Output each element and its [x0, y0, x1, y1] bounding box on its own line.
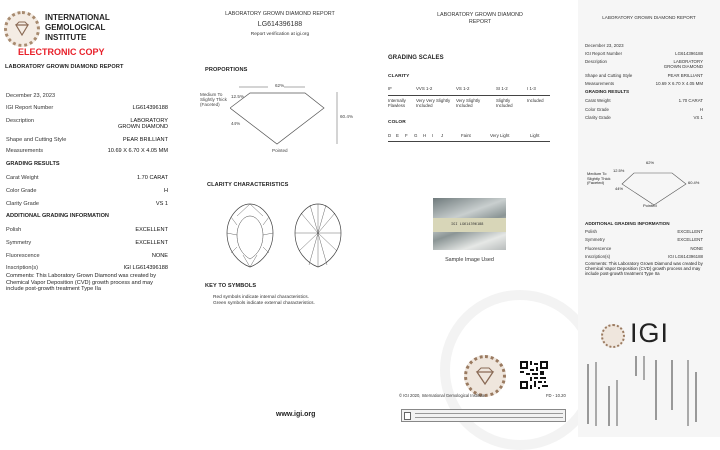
- field-row: [6, 188, 168, 194]
- field-label: Clarity Grade: [6, 201, 39, 207]
- electronic-copy-label: ELECTRONIC COPY: [18, 47, 105, 57]
- image-inscription: IGI LG614396188: [451, 222, 484, 226]
- clarity-grade: VS 1-2: [456, 86, 470, 91]
- key-heading: KEY TO SYMBOLS: [205, 283, 257, 289]
- stub-row: [585, 115, 703, 120]
- grading-scales-heading: GRADING SCALES: [388, 55, 444, 61]
- field-row: [6, 137, 168, 143]
- stub-value: NONE: [690, 246, 703, 251]
- color-grade: Very Light: [490, 133, 510, 138]
- grading-results-heading: GRADING RESULTS: [6, 161, 60, 167]
- color-grade: Light: [530, 133, 540, 138]
- pavilion-percent: 44%: [231, 121, 241, 126]
- document-icon: [404, 412, 411, 420]
- key-line: Green symbols indicate external characteristics.: [213, 301, 315, 306]
- stub-row: [585, 81, 703, 86]
- color-grade: E: [396, 133, 399, 138]
- clarity-grade: SI 1-2: [496, 86, 508, 91]
- field-row: [6, 118, 168, 130]
- sample-inscription-image: [433, 198, 506, 250]
- color-grade: G: [414, 133, 418, 138]
- field-row: [6, 148, 168, 154]
- field-label: Description: [6, 118, 34, 124]
- clarity-plot-diagram: [225, 203, 355, 269]
- field-row: [6, 253, 168, 259]
- field-label: Symmetry: [6, 240, 32, 246]
- stub-crown-percent: 12.5%: [613, 168, 625, 173]
- crown-percent: 12.5%: [231, 94, 245, 99]
- field-row: [6, 105, 168, 111]
- org-name-line: GEMOLOGICAL: [45, 23, 106, 32]
- stub-title: LABORATORY GROWN DIAMOND REPORT: [602, 15, 696, 20]
- stub-label: Polish: [585, 229, 597, 234]
- field-value: IGI LG614396188: [123, 265, 168, 271]
- field-row: [6, 201, 168, 207]
- field-label: Shape and Cutting Style: [6, 137, 67, 143]
- pear-crown-view: [227, 204, 273, 267]
- stub-label: Measurements: [585, 81, 615, 86]
- igi-seal: [464, 355, 506, 397]
- culet-label: Pointed: [272, 148, 288, 153]
- clarity-heading: CLARITY CHARACTERISTICS: [207, 182, 289, 188]
- qr-code[interactable]: [520, 361, 548, 389]
- stub-row: [585, 246, 703, 251]
- stub-comments: Comments: This Laboratory Grown Diamond was created by Chemical Vapor Deposition (CVD) growth process and may include post-growth treatment Type IIa: [585, 261, 703, 277]
- clarity-desc: Very Very Slightly Included: [416, 98, 451, 108]
- divider: [388, 141, 550, 142]
- igi-logo-text: IGI: [630, 318, 670, 348]
- clarity-desc: Internally Flawless: [388, 98, 406, 108]
- key-line: Red symbols indicate internal characteristics.: [213, 295, 309, 300]
- comments: Comments: This Laboratory Grown Diamond was created by Chemical Vapor Deposition (CVD) growth process and may include post-growth treatment Type IIa: [6, 273, 157, 293]
- org-name-line: INSTITUTE: [45, 33, 87, 42]
- stub-table-percent: 62%: [646, 160, 655, 165]
- clarity-grade: IF: [388, 86, 392, 91]
- color-grade: H: [423, 133, 427, 138]
- color-grade: Faint: [461, 133, 471, 138]
- rotated-fine-print: [583, 356, 718, 432]
- stub-label: Carat Weight: [585, 98, 611, 103]
- table-percent: 62%: [275, 83, 285, 88]
- igi-seal-logo: [4, 11, 40, 47]
- date-value: December 23, 2023: [6, 93, 56, 99]
- field-label: Color Grade: [6, 188, 37, 194]
- org-name-line: INTERNATIONAL: [45, 13, 110, 22]
- stub-value: 10.69 X 6.70 X 4.05 MM: [655, 81, 703, 86]
- stub-value: H: [699, 107, 703, 112]
- proportions-heading: PROPORTIONS: [205, 67, 248, 73]
- field-label: Carat Weight: [6, 175, 39, 181]
- stub-girdle: Medium To Slightly Thick (Faceted): [587, 171, 611, 186]
- field-value: H: [163, 188, 168, 194]
- stub-value: LG614396188: [675, 51, 703, 56]
- clarity-grade: I 1-3: [527, 86, 536, 91]
- field-row: [6, 265, 168, 271]
- stub-row: [585, 73, 703, 78]
- copyright: © IGI 2020, International Gemological Institute: [399, 393, 485, 398]
- color-grade: D: [388, 133, 392, 138]
- depth-percent: 60.4%: [340, 114, 354, 119]
- stub-label: Fluorescence: [585, 246, 612, 251]
- verification-text: Report verification at igi.org: [250, 32, 310, 37]
- field-value: 1.70 CARAT: [137, 175, 168, 181]
- security-footer-bar: [401, 409, 566, 422]
- color-grade: F: [405, 133, 408, 138]
- stub-pavilion-percent: 44%: [615, 186, 624, 191]
- clarity-desc: Very Slightly Included: [456, 98, 481, 108]
- stub-value: VS 1: [693, 115, 703, 120]
- stub-row: [585, 254, 703, 259]
- clarity-scale-heading: CLARITY: [388, 74, 410, 79]
- stub-value: PEAR BRILLIANT: [667, 73, 703, 78]
- additional-heading: ADDITIONAL GRADING INFORMATION: [6, 213, 109, 219]
- stub-culet: Pointed: [643, 203, 657, 208]
- stub-value: LABORATORY GROWN DIAMOND: [663, 59, 703, 69]
- field-row: [6, 175, 168, 181]
- igi-small-seal: [601, 324, 625, 348]
- report-title: LABORATORY GROWN DIAMOND REPORT: [5, 64, 124, 70]
- report-number: LG614396188: [257, 21, 303, 28]
- clarity-grade: VVS 1-2: [416, 86, 433, 91]
- divider: [388, 95, 550, 96]
- stub-label: Shape and Cutting Style: [585, 73, 633, 78]
- field-value: LABORATORY GROWN DIAMOND: [117, 118, 168, 130]
- field-label: Fluorescence: [6, 253, 40, 259]
- diamond-profile: [230, 93, 324, 144]
- color-grade: J: [441, 133, 444, 138]
- field-value: EXCELLENT: [135, 240, 168, 246]
- stub-label: Description: [585, 59, 607, 64]
- field-value: LG614396188: [132, 105, 168, 111]
- stub-value: 1.70 CARAT: [678, 98, 703, 103]
- scales-report-title: LABORATORY GROWN DIAMOND REPORT: [437, 12, 523, 25]
- stub-row: [585, 98, 703, 103]
- stub-label: IGI Report Number: [585, 51, 623, 56]
- stub-depth-percent: 60.4%: [688, 180, 700, 185]
- stub-row: [585, 229, 703, 234]
- field-value: VS 1: [155, 201, 168, 207]
- clarity-desc: Included: [527, 98, 544, 103]
- girdle-label: Medium To Slightly Thick (Faceted): [200, 92, 227, 107]
- field-label: Measurements: [6, 148, 43, 154]
- field-label: Inscription(s): [6, 265, 39, 271]
- field-value: EXCELLENT: [135, 227, 168, 233]
- proportions-diagram: [230, 82, 340, 152]
- stub-label: Inscription(s): [585, 254, 611, 259]
- field-value: 10.69 X 6.70 X 4.05 MM: [107, 148, 168, 154]
- stub-date: December 23, 2023: [585, 43, 624, 48]
- clarity-desc: Slightly Included: [496, 98, 513, 108]
- stub-row: [585, 51, 703, 56]
- stub-row: [585, 237, 703, 242]
- stub-value: EXCELLENT: [677, 237, 703, 242]
- form-code: FD - 10.20: [546, 393, 566, 398]
- stub-grading-heading: GRADING RESULTS: [585, 89, 630, 94]
- field-label: Polish: [6, 227, 22, 233]
- report-date: [6, 93, 168, 99]
- field-row: [6, 227, 168, 233]
- org-name: [45, 13, 110, 43]
- stub-label: Symmetry: [585, 237, 605, 242]
- website-link[interactable]: www.igi.org: [276, 411, 316, 418]
- stub-value: EXCELLENT: [677, 229, 703, 234]
- stub-row: [585, 107, 703, 112]
- field-label: IGI Report Number: [6, 105, 54, 111]
- stub-additional-heading: ADDITIONAL GRADING INFORMATION: [585, 221, 670, 226]
- stub-value: IGI LG614396188: [668, 254, 703, 259]
- field-row: [6, 240, 168, 246]
- sample-caption: Sample Image Used: [445, 257, 494, 263]
- stub-label: Clarity Grade: [585, 115, 611, 120]
- color-grade: I: [432, 133, 434, 138]
- middle-report-title: LABORATORY GROWN DIAMOND REPORT: [225, 11, 335, 17]
- stub-row: [585, 59, 703, 69]
- stub-label: Color Grade: [585, 107, 609, 112]
- field-value: NONE: [151, 253, 168, 259]
- stub-row: [585, 43, 703, 48]
- field-value: PEAR BRILLIANT: [122, 137, 168, 143]
- color-scale-heading: COLOR: [388, 120, 406, 125]
